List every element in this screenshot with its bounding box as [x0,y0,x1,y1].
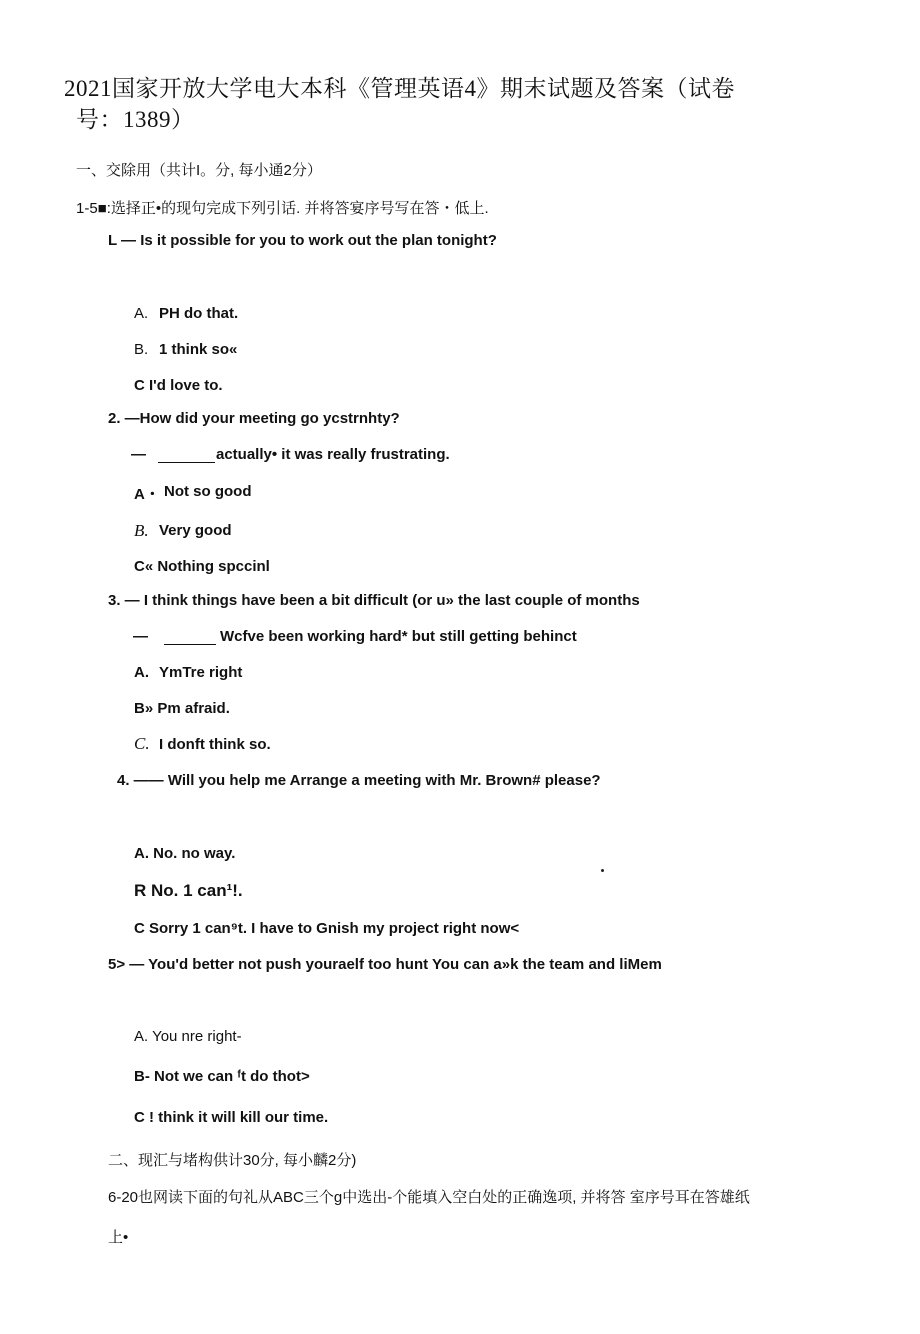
question-1-option-b: 1 think so« [159,341,238,358]
question-2-stem: 2. —How did your meeting go ycstrnhty? [108,410,400,427]
question-1-option-a-label: A. [134,305,149,322]
question-3-blank-prefix: — [133,628,148,645]
question-3-option-b: B» Pm afraid. [134,700,230,717]
question-4-option-b: R No. 1 can¹!. [134,881,243,900]
section2-heading: 二、现汇与堵构供计30分, 每小麟2分) [108,1152,357,1169]
question-2-option-c: C« Nothing spccinl [134,558,270,575]
stray-mark [601,869,604,872]
question-1-option-b-label: B. [134,341,149,358]
question-3-stem: 3. — I think things have been a bit difficult (or u» the last couple of months [108,592,640,609]
question-3-option-a-label: A. [134,664,149,681]
question-5-option-b: B- Not we can ᶠt do thot> [134,1068,310,1085]
question-2-option-b-label: B. [134,521,149,540]
question-1-option-a: PH do that. [159,305,239,322]
question-2-blank-prefix: — [131,446,146,463]
section1-instruction: 1-5■:选择正•的现句完成下列引话. 并将答宴序号写在答・低上. [76,200,489,217]
question-3-blank-text: Wcfve been working hard* but still getting behinct [220,628,577,645]
question-3-blank-line [164,628,216,645]
question-3-option-c-label: C. [134,734,150,753]
question-2-option-a-label: A・ [134,486,160,503]
question-5-option-c: C ! think it will kill our time. [134,1109,329,1126]
section1-heading: 一、交除用（共计I。分, 每小通2分） [76,162,322,179]
question-4-option-a: A. No. no way. [134,845,236,862]
document-title-line1: 2021国家开放大学电大本科《管理英语4》期末试题及答案（试卷 [64,76,735,101]
question-3-option-c: I donft think so. [159,736,271,753]
section2-instruction-line2: 上• [108,1229,129,1246]
question-4-option-c: C Sorry 1 can⁹t. I have to Gnish my project right now< [134,920,520,937]
document-title-line2: 号：1389） [76,107,195,132]
question-1-option-c: C I'd love to. [134,377,223,394]
question-2-option-b: Very good [159,522,232,539]
question-5-option-a: A. You nre right- [134,1028,242,1045]
question-5-stem: 5> — You'd better not push youraelf too hunt You can a»k the team and liMem [108,956,662,973]
question-1-stem: L — Is it possible for you to work out the plan tonight? [108,232,497,249]
question-3-option-a: YmTre right [159,664,243,681]
question-2-blank-line [158,446,215,463]
section2-instruction-line1: 6-20也网读下面的句礼从ABC三个g中选出-个能填入空白处的正确逸项, 并将答 室序号耳在答雄纸 [108,1189,750,1206]
question-2-blank-text: actually• it was really frustrating. [216,446,450,463]
question-2-option-a: Not so good [164,483,252,500]
question-4-stem: 4. —— Will you help me Arrange a meeting with Mr. Brown# please? [117,772,601,789]
